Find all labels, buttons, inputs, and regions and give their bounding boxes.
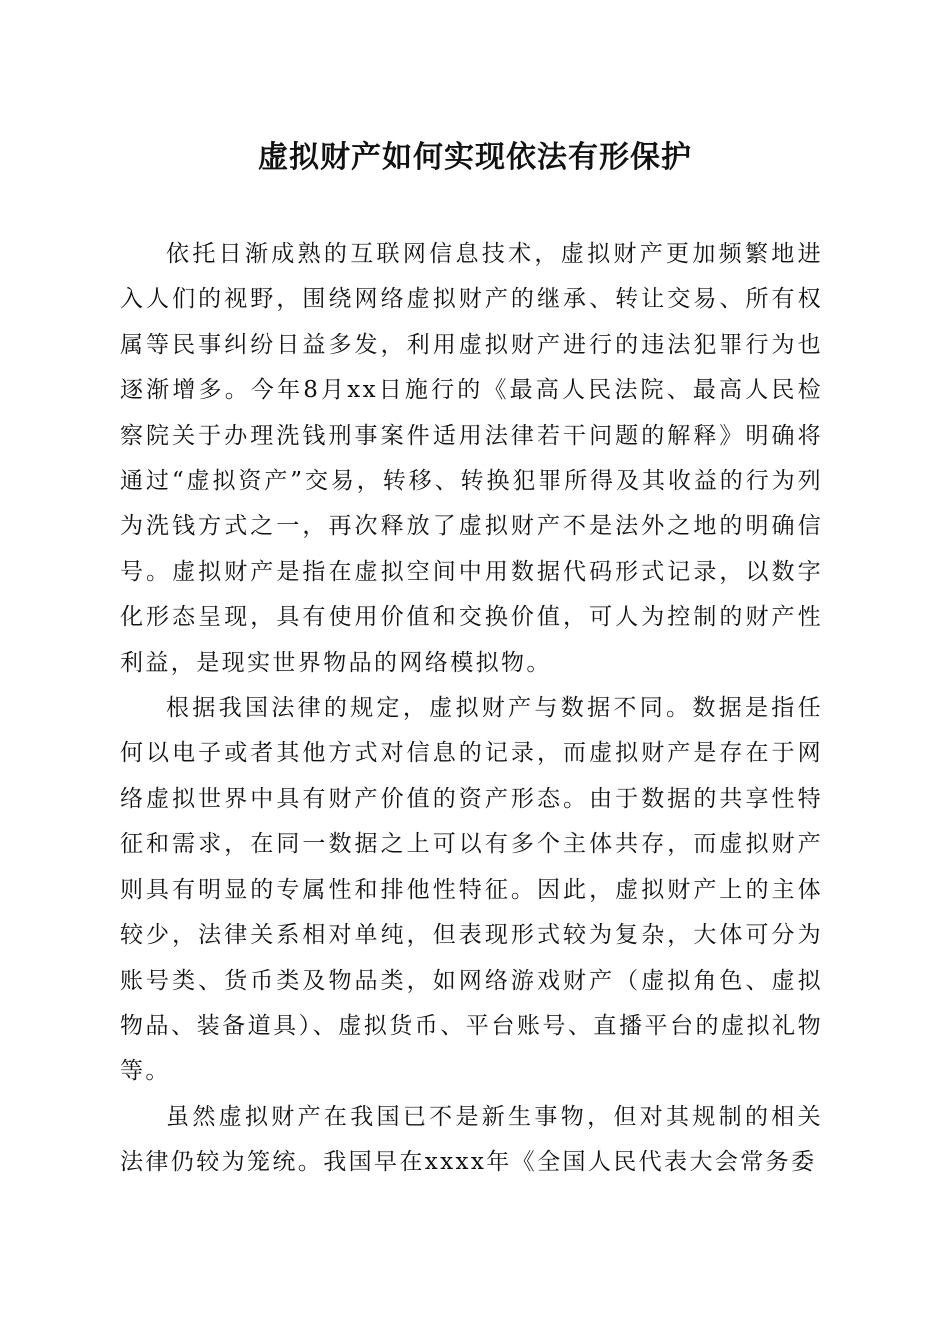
document-title: 虚拟财产如何实现依法有形保护 bbox=[258, 140, 692, 175]
paragraph-3: 虽然虚拟财产在我国已不是新生事物，但对其规制的相关法律仍较为笼统。我国早在xxxx年《全国人民代表大会常务委 bbox=[120, 1103, 823, 1176]
paragraph-1: 依托日渐成熟的互联网信息技术，虚拟财产更加频繁地进入人们的视野，围绕网络虚拟财产的继承、转让交易、所有权属等民事纠纷日益多发，利用虚拟财产进行的违法犯罪行为也逐渐增多。今年8月xx日施行的《最高人民法院、最高人民检察院关于办理洗钱刑事案件适用法律若干问题的解释》明确将通过“虚拟资产”交易，转移、转换犯罪所得及其收益的行为列为洗钱方式之一，再次释放了虚拟财产不是法外之地的明确信号。虚拟财产是指在虚拟空间中用数据代码形式记录，以数字化形态呈现，具有使用价值和交换价值，可人为控制的财产性利益，是现实世界物品的网络模拟物。 bbox=[120, 241, 823, 676]
paragraph-2: 根据我国法律的规定，虚拟财产与数据不同。数据是指任何以电子或者其他方式对信息的记录，而虚拟财产是存在于网络虚拟世界中具有财产价值的资产形态。由于数据的共享性特征和需求，在同一数据之上可以有多个主体共存，而虚拟财产则具有明显的专属性和排他性特征。因此，虚拟财产上的主体较少，法律关系相对单纯，但表现形式较为复杂，大体可分为账号类、货币类及物品类，如网络游戏财产（虚拟角色、虚拟物品、装备道具）、虚拟货币、平台账号、直播平台的虚拟礼物等。 bbox=[120, 695, 823, 1085]
document-body bbox=[120, 232, 823, 1186]
